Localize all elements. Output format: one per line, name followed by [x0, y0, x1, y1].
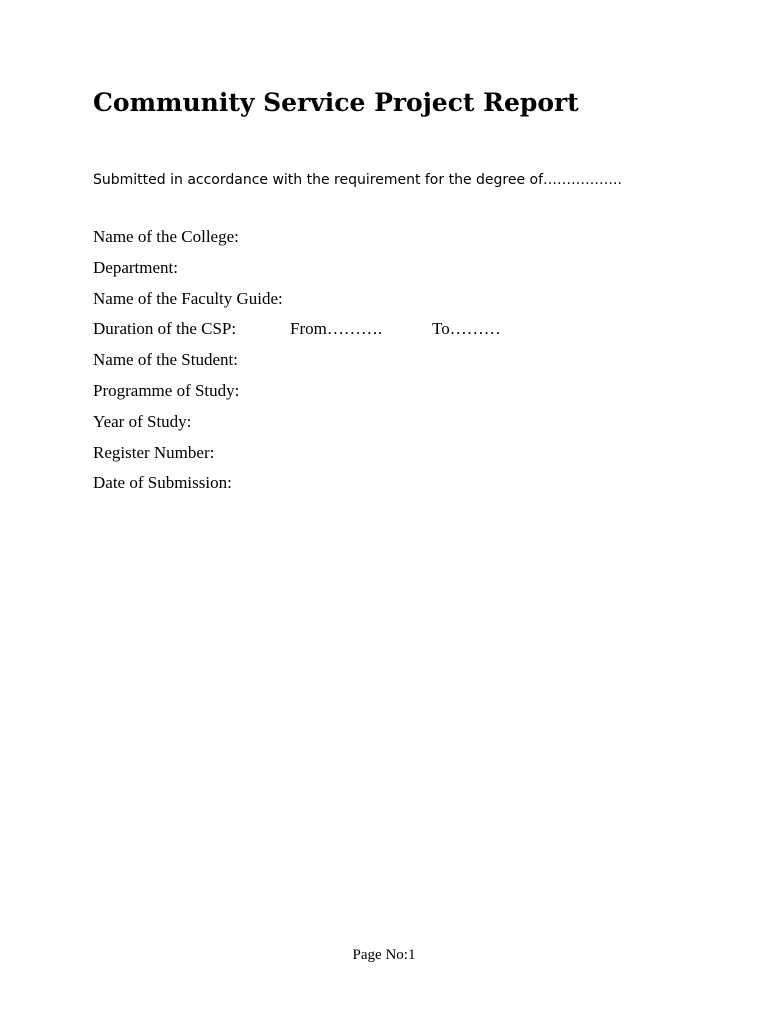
page-title: Community Service Project Report [93, 88, 579, 117]
submission-statement: Submitted in accordance with the requirement for the degree of…………….. [93, 172, 622, 188]
field-college: Name of the College: [93, 227, 239, 246]
duration-label: Duration of the CSP: [93, 319, 237, 339]
page-number: Page No:1 [352, 947, 416, 963]
field-programme: Programme of Study: [93, 380, 240, 400]
field-department: Department: [93, 257, 178, 277]
duration-from: From………. [290, 319, 383, 339]
report-details-list [93, 223, 501, 500]
field-student-name: Name of the Student: [93, 350, 238, 370]
field-date-of-submission: Date of Submission: [93, 473, 232, 493]
field-register-number: Register Number: [93, 442, 215, 462]
field-faculty-guide: Name of the Faculty Guide: [93, 288, 283, 308]
duration-to: To……… [432, 319, 501, 339]
field-duration [93, 315, 501, 346]
field-year-of-study: Year of Study: [93, 411, 192, 431]
